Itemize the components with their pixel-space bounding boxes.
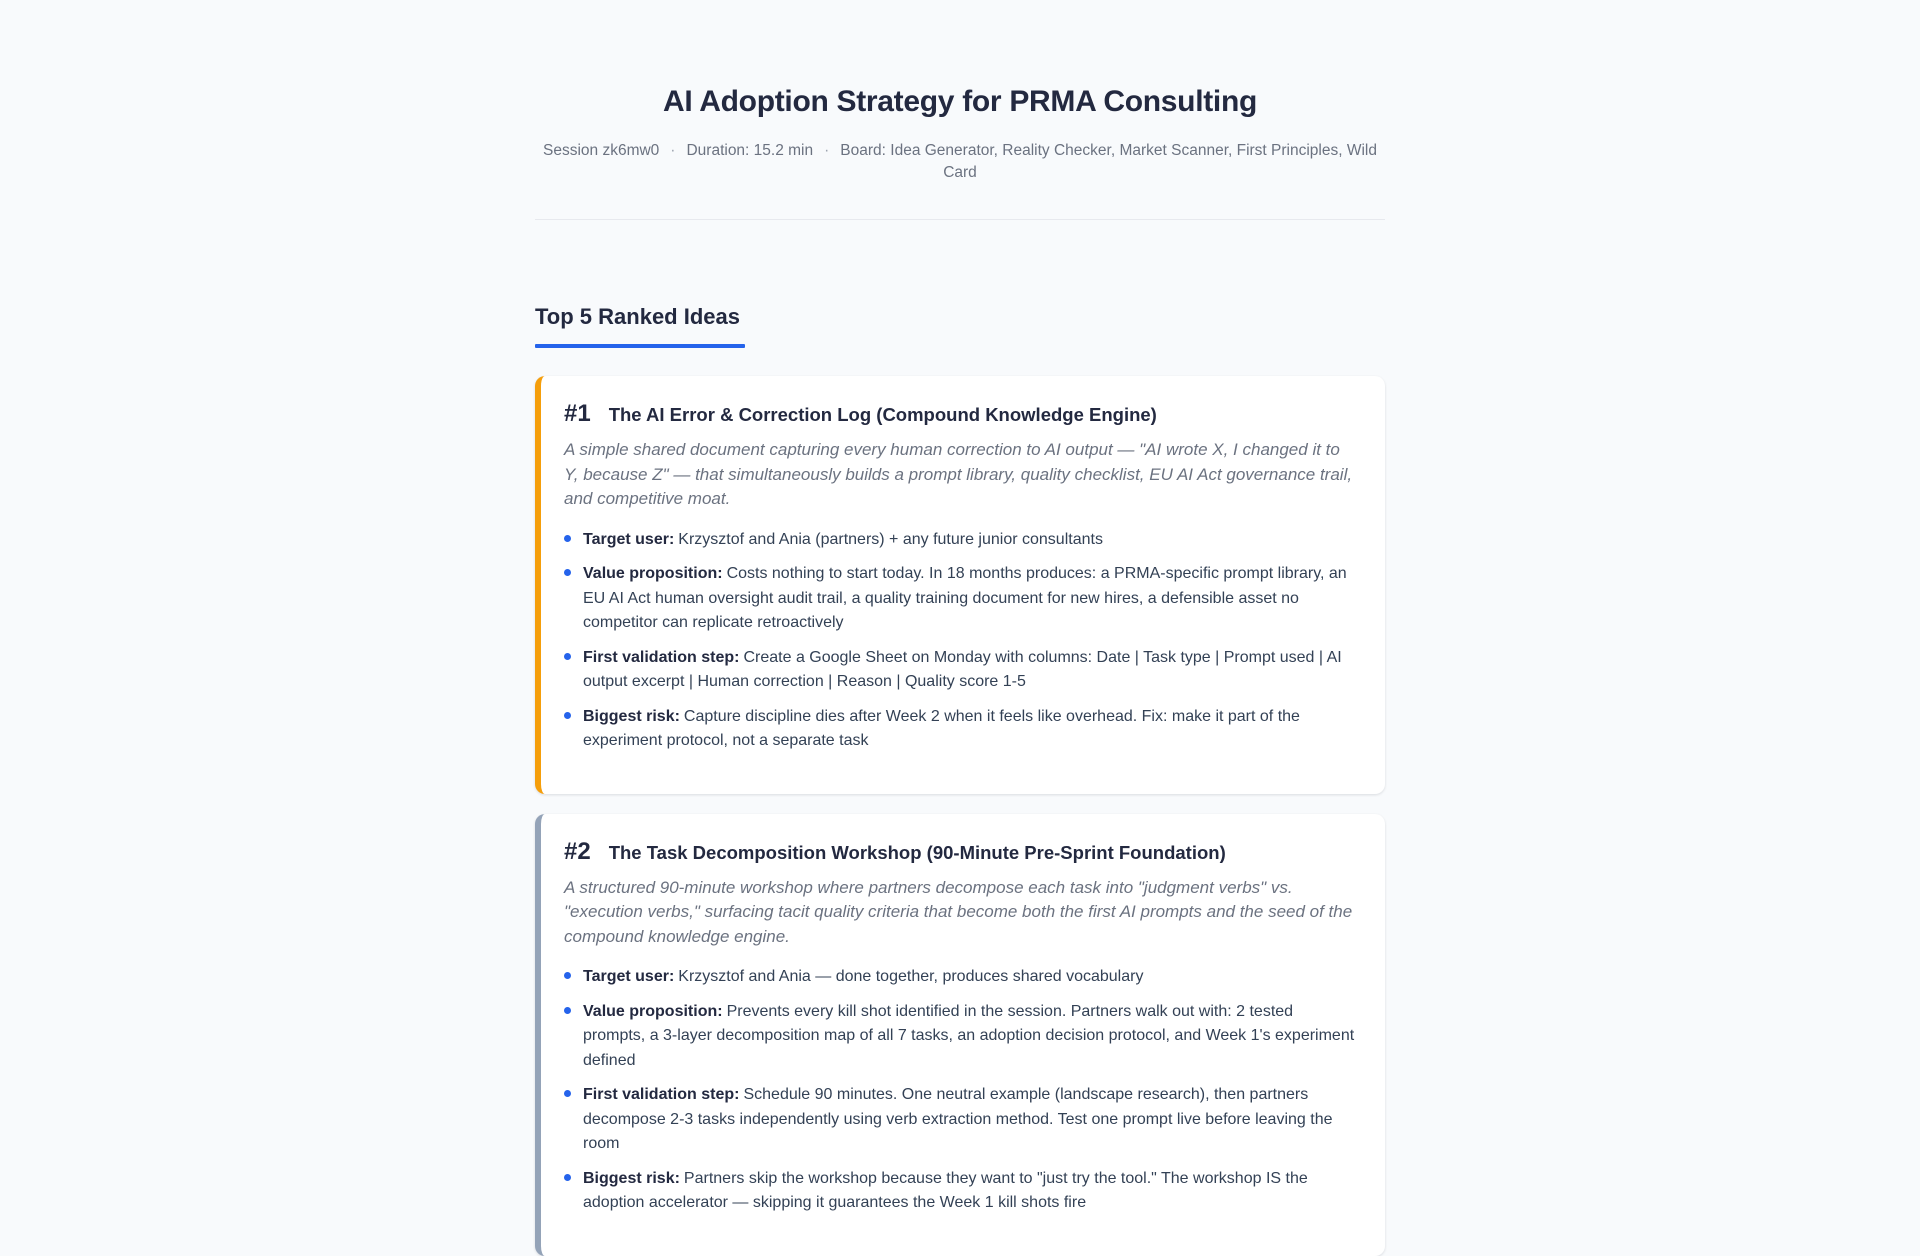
- bullet-first-validation-step: [564, 1083, 1355, 1157]
- ranked-ideas-section: [535, 303, 1385, 1256]
- idea-bullets: [564, 965, 1355, 1216]
- bullet-label: Target user:: [583, 968, 675, 985]
- idea-rank: #2: [564, 837, 591, 865]
- session-id: Session zk6mw0: [543, 142, 660, 159]
- report-header: [535, 84, 1385, 220]
- meta-separator: ·: [670, 142, 676, 159]
- bullet-label: Value proposition:: [583, 565, 723, 582]
- bullet-text: Partners skip the workshop because they want to "just try the tool." The workshop IS the adoption accelerator — skipping it guarantees the Week 1 kill shots fire: [583, 1169, 1308, 1211]
- idea-title: The Task Decomposition Workshop (90-Minute Pre-Sprint Foundation): [608, 841, 1226, 863]
- bullet-label: First validation step:: [583, 648, 740, 666]
- idea-title: The AI Error & Correction Log (Compound Knowledge Engine): [608, 404, 1157, 425]
- bullet-label: First validation step:: [583, 1086, 740, 1103]
- bullet-text: Costs nothing to start today. In 18 months produces: a PRMA-specific prompt library, an EU AI Act human oversight audit trail, a quality training document for new hires, a defensible asset no competitor can replicate retroactively: [583, 565, 1347, 631]
- idea-card-1-header: [564, 400, 1355, 428]
- heading-underline: [535, 344, 745, 348]
- idea-rank: #1: [564, 400, 591, 427]
- bullet-text: Prevents every kill shot identified in the session. Partners walk out with: 2 tested prompts, a 3-layer decomposition map of all 7 tasks, an adoption decision protocol, and Week 1's experiment defined: [583, 1002, 1355, 1069]
- bullet-label: Target user:: [583, 530, 675, 548]
- idea-cards: [535, 376, 1385, 1256]
- report-page: [535, 0, 1385, 1256]
- bullet-text: Capture discipline dies after Week 2 when it feels like overhead. Fix: make it part of the experiment protocol, not a separate task: [583, 707, 1300, 749]
- session-board: Board: Idea Generator, Reality Checker, Market Scanner, First Principles, Wild Card: [840, 142, 1377, 181]
- bullet-target-user: [564, 965, 1355, 990]
- bullet-biggest-risk: [564, 705, 1355, 754]
- idea-description: A structured 90-minute workshop where partners decompose each task into "judgment verbs" vs. "execution verbs," surfacing tacit quality criteria that become both the first AI prompts and the seed of the compound knowledge engine.: [564, 877, 1353, 946]
- idea-bullets: [564, 528, 1355, 754]
- bullet-text: Krzysztof and Ania — done together, produces shared vocabulary: [678, 968, 1144, 985]
- idea-description: A simple shared document capturing every human correction to AI output — "AI wrote X, I changed it to Y, because Z" — that simultaneously builds a prompt library, quality checklist, EU AI Act governance trail, and competitive moat.: [564, 440, 1353, 508]
- bullet-label: Value proposition:: [583, 1002, 723, 1020]
- bullet-text: Schedule 90 minutes. One neutral example (landscape research), then partners decompose 2-3 tasks independently using verb extraction method. Test one prompt live before leaving the room: [583, 1086, 1333, 1152]
- bullet-biggest-risk: [564, 1167, 1355, 1216]
- header-divider: [535, 219, 1385, 220]
- bullet-first-validation-step: [564, 646, 1355, 695]
- idea-card-2-header: [564, 838, 1355, 866]
- bullet-label: Biggest risk:: [583, 707, 680, 725]
- bullet-text: Krzysztof and Ania (partners) + any future junior consultants: [678, 530, 1103, 548]
- page-title: AI Adoption Strategy for PRMA Consulting: [662, 85, 1258, 118]
- idea-card-2: [535, 814, 1385, 1256]
- bullet-label: Biggest risk:: [583, 1169, 680, 1187]
- section-heading: Top 5 Ranked Ideas: [535, 304, 740, 329]
- bullet-value-proposition: [564, 1000, 1355, 1074]
- meta-separator: ·: [824, 142, 830, 159]
- bullet-text: Create a Google Sheet on Monday with columns: Date | Task type | Prompt used | AI output excerpt | Human correction | Reason | Quality score 1-5: [583, 648, 1342, 690]
- bullet-value-proposition: [564, 562, 1355, 636]
- idea-card-1: [535, 376, 1385, 794]
- bullet-target-user: [564, 528, 1355, 553]
- session-meta: [535, 140, 1385, 184]
- session-duration: Duration: 15.2 min: [686, 142, 814, 159]
